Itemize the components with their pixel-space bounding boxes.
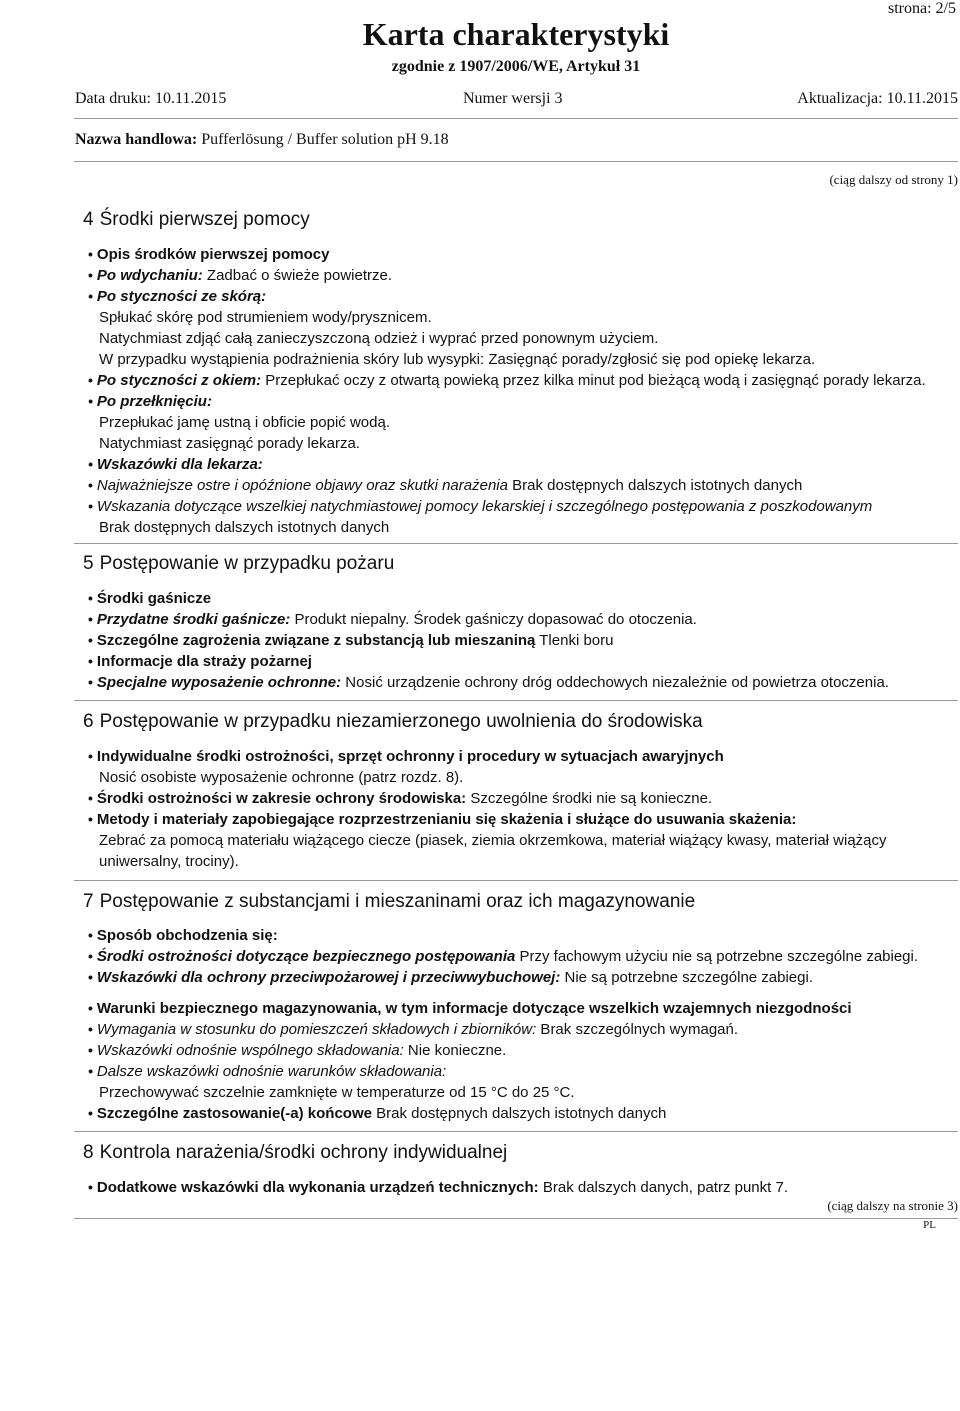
s4-line: • Po wdychaniu: Zadbać o świeże powietrze. xyxy=(88,267,392,284)
s4-line: Przepłukać jamę ustną i obficie popić wodą. xyxy=(99,414,390,431)
page-number: strona: 2/5 xyxy=(888,0,956,17)
s7-line: • Warunki bezpiecznego magazynowania, w tym informacje dotyczące wszelkich wzajemnych niezgodności xyxy=(88,1000,852,1017)
s4-line: • Wskazania dotyczące wszelkiej natychmiastowej pomocy lekarskiej i szczególnego postępowania z poszkodowanym xyxy=(88,498,872,515)
section-7-title: 7 Postępowanie z substancjami i mieszaninami oraz ich magazynowanie xyxy=(83,891,696,912)
s4-line: • Po styczności ze skórą: xyxy=(88,288,266,305)
s6-line: Nosić osobiste wyposażenie ochronne (patrz rozdz. 8). xyxy=(99,769,464,786)
s5-line: • Specjalne wyposażenie ochronne: Nosić urządzenie ochrony dróg oddechowych niezależnie od powietrza otoczenia. xyxy=(88,674,889,691)
section-5-title: 5 Postępowanie w przypadku pożaru xyxy=(83,553,395,574)
s4-line: Natychmiast zdjąć całą zanieczyszczoną odzież i wyprać przed ponownym użyciem. xyxy=(99,330,659,347)
document-subtitle: zgodnie z 1907/2006/WE, Artykuł 31 xyxy=(391,58,641,75)
section-divider xyxy=(74,543,958,544)
s6-line: • Indywidualne środki ostrożności, sprzęt ochronny i procedury w sytuacjach awaryjnych xyxy=(88,748,724,765)
footer-divider xyxy=(74,1218,958,1219)
s5-line: • Szczególne zagrożenia związane z substancją lub mieszaniną Tlenki boru xyxy=(88,632,613,649)
s7-line: • Dalsze wskazówki odnośnie warunków składowania: xyxy=(88,1063,446,1080)
s7-line: • Wskazówki odnośnie wspólnego składowania: Nie konieczne. xyxy=(88,1042,506,1059)
s4-line: Spłukać skórę pod strumieniem wody/prysznicem. xyxy=(99,309,432,326)
s4-line: • Po styczności z okiem: Przepłukać oczy z otwartą powieką przez kilka minut pod bieżącą wodą i zasięgnąć porady lekarza. xyxy=(88,372,926,389)
s4-line: • Opis środków pierwszej pomocy xyxy=(88,246,329,263)
section-divider xyxy=(74,700,958,701)
s7-line: • Wskazówki dla ochrony przeciwpożarowej i przeciwwybuchowej: Nie są potrzebne szczególne zabiegi. xyxy=(88,969,813,986)
s8-line: • Dodatkowe wskazówki dla wykonania urządzeń technicznych: Brak dalszych danych, patrz punkt 7. xyxy=(88,1179,788,1196)
s4-line: • Najważniejsze ostre i opóźnione objawy oraz skutki narażenia Brak dostępnych dalszych istotnych danych xyxy=(88,477,802,494)
s7-line: • Środki ostrożności dotyczące bezpiecznego postępowania Przy fachowym użyciu nie są potrzebne szczególne zabiegi. xyxy=(88,948,918,965)
continued-on: (ciąg dalszy na stronie 3) xyxy=(827,1198,958,1213)
trade-name-value: Pufferlösung / Buffer solution pH 9.18 xyxy=(201,131,449,148)
s5-line: • Przydatne środki gaśnicze: Produkt niepalny. Środek gaśniczy dopasować do otoczenia. xyxy=(88,611,697,628)
document-title: Karta charakterystyki xyxy=(362,16,670,52)
trade-name xyxy=(75,131,449,149)
s6-line: Zebrać za pomocą materiału wiążącego ciecze (piasek, ziemia okrzemkowa, materiał wiążący kwasy, materiał wiążący xyxy=(99,832,887,849)
language-code: PL xyxy=(923,1219,936,1231)
continued-from: (ciąg dalszy od strony 1) xyxy=(829,172,958,187)
s6-line: • Metody i materiały zapobiegające rozprzestrzenianiu się skażenia i służące do usuwania skażenia: xyxy=(88,811,796,828)
section-divider xyxy=(74,880,958,881)
s4-line: • Wskazówki dla lekarza: xyxy=(88,456,263,473)
s4-line: Natychmiast zasięgnąć porady lekarza. xyxy=(99,435,360,452)
s5-line: • Informacje dla straży pożarnej xyxy=(88,653,312,670)
trade-divider xyxy=(74,161,958,162)
s7-line: • Szczególne zastosowanie(-a) końcowe Brak dostępnych dalszych istotnych danych xyxy=(88,1105,666,1122)
s4-line: Brak dostępnych dalszych istotnych danych xyxy=(99,519,390,536)
s7-line: • Wymagania w stosunku do pomieszczeń składowych i zbiorników: Brak szczególnych wymagań. xyxy=(88,1021,738,1038)
trade-name-label: Nazwa handlowa: xyxy=(75,131,198,148)
s4-line: • Po przełknięciu: xyxy=(88,393,212,410)
s7-line: • Sposób obchodzenia się: xyxy=(88,927,278,944)
version-number: Numer wersji 3 xyxy=(463,90,563,107)
s6-line: • Środki ostrożności w zakresie ochrony środowiska: Szczególne środki nie są konieczne. xyxy=(88,790,712,807)
s4-line: W przypadku wystąpienia podrażnienia skóry lub wysypki: Zasięgnąć porady/zgłosić się pod opiekę lekarza. xyxy=(99,351,816,368)
print-date: Data druku: 10.11.2015 xyxy=(75,90,227,107)
s5-line: • Środki gaśnicze xyxy=(88,590,211,607)
section-4-title: 4 Środki pierwszej pomocy xyxy=(83,209,310,230)
header-divider xyxy=(74,118,958,119)
section-6-title: 6 Postępowanie w przypadku niezamierzonego uwolnienia do środowiska xyxy=(83,711,703,732)
update-date: Aktualizacja: 10.11.2015 xyxy=(797,90,958,107)
section-8-title: 8 Kontrola narażenia/środki ochrony indywidualnej xyxy=(83,1142,508,1163)
section-divider xyxy=(74,1131,958,1132)
s6-line: uniwersalny, trociny). xyxy=(99,853,239,870)
s7-line: Przechowywać szczelnie zamknięte w temperaturze od 15 °C do 25 °C. xyxy=(99,1084,575,1101)
